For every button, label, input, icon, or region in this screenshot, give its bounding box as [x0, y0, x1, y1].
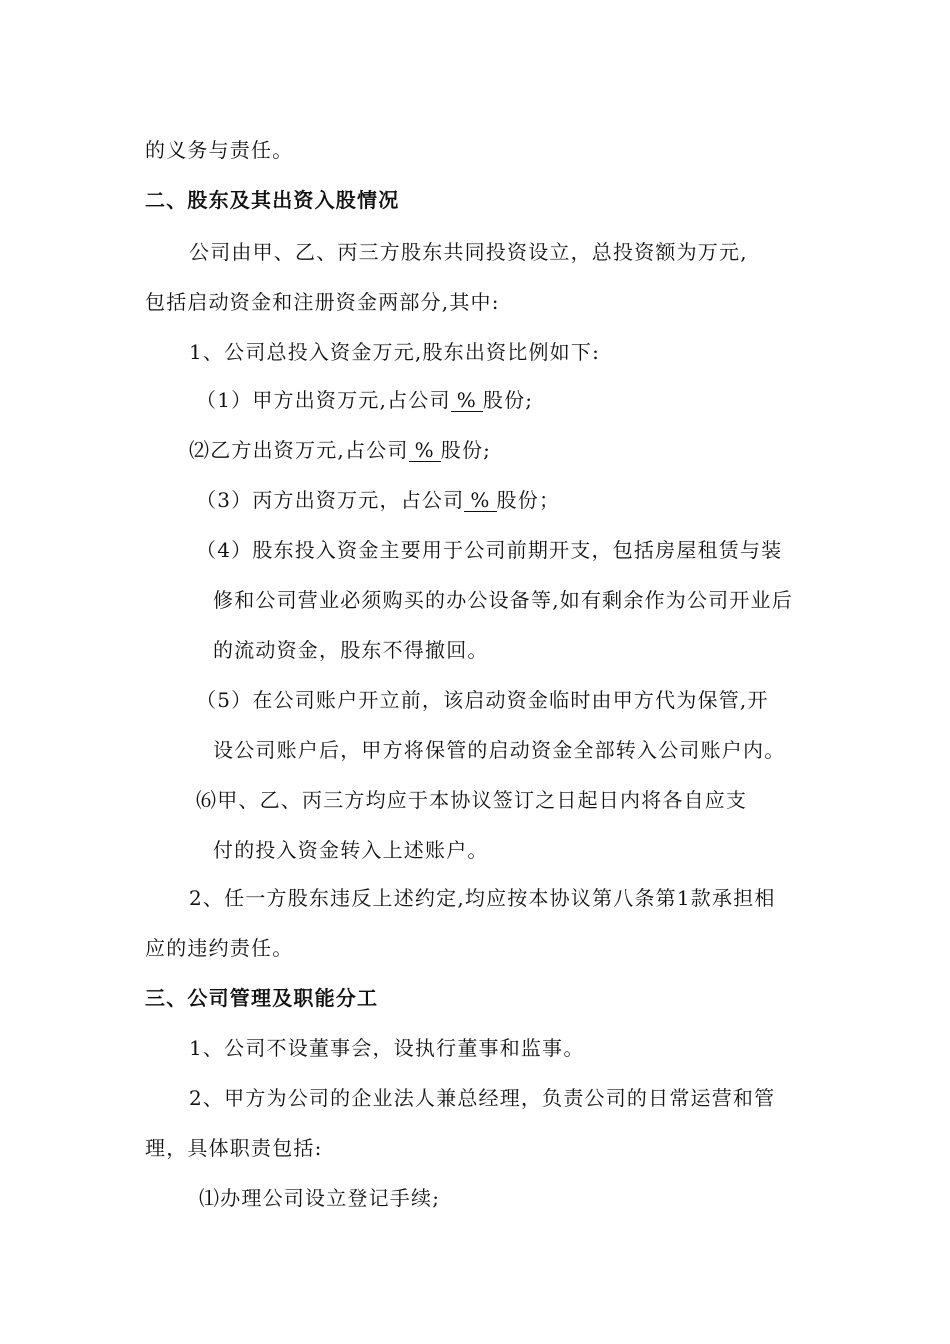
list-item-1: 1、公司总投入资金万元,股东出资比例如下:	[189, 340, 601, 364]
section-heading-3: 三、公司管理及职能分工	[145, 986, 379, 1010]
paragraph-continuation: 的义务与责任。	[145, 138, 294, 162]
sub-item-1	[196, 386, 533, 414]
paragraph-line: 公司由甲、乙、丙三方股东共同投资设立，总投资额为万元,	[189, 240, 748, 264]
management-item-2-cont: 理，具体职责包括:	[145, 1136, 323, 1160]
sub-item-6: ⑹甲、乙、丙三方均应于本协议签订之日起日内将各自应支	[196, 788, 748, 812]
sub-item-4-cont: 的流动资金，股东不得撤回。	[213, 638, 489, 662]
sub-item-5-cont: 设公司账户后，甲方将保管的启动资金全部转入公司账户内。	[213, 738, 786, 762]
sub-item-text: 股份；	[496, 488, 561, 512]
management-sub-item-1: ⑴办理公司设立登记手续;	[199, 1186, 441, 1210]
paragraph-line: 包括启动资金和注册资金两部分,其中:	[145, 290, 500, 314]
sub-item-text: ⑵乙方出资万元,占公司	[189, 438, 409, 462]
list-item-2-cont: 应的违约责任。	[145, 936, 294, 960]
management-item-2: 2、甲方为公司的企业法人兼总经理，负责公司的日常运营和管	[189, 1086, 776, 1110]
fill-in-blank: %	[451, 389, 483, 412]
sub-item-5: （5）在公司账户开立前，该启动资金临时由甲方代为保管,开	[196, 688, 769, 712]
section-heading-2: 二、股东及其出资入股情况	[145, 188, 400, 212]
sub-item-text: 股份;	[482, 388, 534, 412]
management-item-1: 1、公司不设董事会，设执行董事和监事。	[189, 1036, 585, 1060]
sub-item-2	[189, 436, 491, 464]
sub-item-4: （4）股东投入资金主要用于公司前期开支，包括房屋租赁与装	[196, 538, 783, 562]
sub-item-text: 股份;	[440, 438, 492, 462]
sub-item-text: （3）丙方出资万元，占公司	[196, 488, 465, 512]
sub-item-4-cont: 修和公司营业必须购买的办公设备等,如有剩余作为公司开业后	[213, 588, 793, 612]
sub-item-text: （1）甲方出资万元,占公司	[196, 388, 451, 412]
fill-in-blank: %	[464, 489, 496, 512]
sub-item-6-cont: 付的投入资金转入上述账户。	[213, 838, 489, 862]
list-item-2: 2、任一方股东违反上述约定,均应按本协议第八条第1款承担相	[189, 886, 776, 910]
sub-item-3	[196, 486, 560, 514]
fill-in-blank: %	[409, 439, 441, 462]
